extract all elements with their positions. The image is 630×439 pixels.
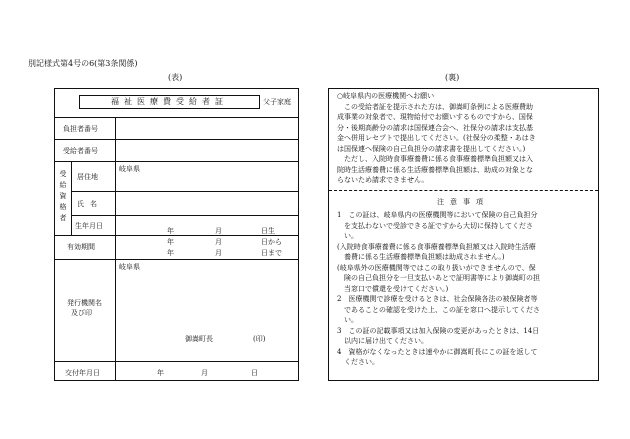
valid-to-day: 日まで	[261, 249, 282, 257]
note-line: 険の自己負担分を一旦支払いあとで証明書等により御嵩町の担	[337, 274, 540, 282]
title-note: 父子家庭	[263, 98, 291, 106]
issuer-label-1: 発行機関名	[67, 299, 102, 307]
note-line: 1 この証は、岐阜県内の医療機関等において保険の自己負担分	[337, 211, 538, 219]
request-line: らないため請求できません。	[337, 176, 429, 184]
valid-to-year: 年	[167, 249, 174, 257]
back-notes	[328, 88, 599, 381]
request-line: 院時生活療養費に係る生活療養標準負担額は、助成の対象とな	[337, 165, 533, 174]
burden-number-label: 負担者番号	[63, 125, 98, 133]
request-line: ただし、入院時食事療養費に係る食事療養標準負担額又は入	[337, 155, 533, 163]
front-form	[54, 88, 299, 381]
address-label: 居住地	[77, 173, 98, 181]
name-label: 氏名	[77, 200, 103, 208]
issue-date-label: 交付年月日	[65, 369, 100, 377]
certificate-title: 福祉医療費受給者証	[79, 95, 260, 109]
issuer-prefecture: 岐阜県	[119, 263, 140, 271]
form-number-label: 別記様式第4号の6(第3条関係)	[28, 59, 138, 68]
note-line: い。	[337, 316, 358, 324]
notes-title: 注意事項	[437, 198, 489, 206]
note-line: 当窓口で償還を受けてください。)	[337, 284, 449, 293]
issue-day: 日	[251, 369, 258, 377]
birth-date-label: 生年月日	[75, 222, 103, 230]
recipient-number-label: 受給者番号	[63, 147, 98, 155]
valid-from-day: 日から	[261, 238, 282, 246]
birth-year: 年	[167, 227, 174, 235]
note-line: ください。	[337, 358, 379, 366]
valid-from-year: 年	[167, 238, 174, 246]
note-line: 養費に係る生活療養標準負担額は助成されません。)	[337, 253, 505, 261]
valid-period-label: 有効期間	[67, 243, 95, 251]
note-line: を支払わないで受診できる証ですから大切に保持してくださ	[337, 221, 533, 230]
issue-year: 年	[157, 369, 164, 377]
note-line: 4 資格がなくなったときは速やかに御嵩町長にこの証を返して	[337, 347, 538, 356]
issuer-seal: (印)	[253, 335, 266, 343]
request-line: 成事業の対象者で、現物給付でお願いするものですから、国保	[337, 113, 533, 121]
valid-to-month: 月	[215, 249, 222, 257]
issuer-name: 御嵩町長	[185, 335, 213, 343]
birth-month: 月	[215, 227, 222, 235]
note-line: 3 この証の記載事項又は加入保険の変更があったときは、14日	[337, 326, 540, 335]
note-line: (岐阜県外の医療機関等ではこの取り扱いができませんので、保	[337, 263, 536, 272]
back-side-label: (裏)	[445, 73, 460, 82]
valid-from-month: 月	[215, 238, 222, 246]
note-line: であることの確認を受けた上、この証を窓口へ提示してくださ	[337, 305, 540, 314]
medical-institution-request	[337, 91, 536, 186]
birth-day: 日生	[261, 227, 275, 235]
front-side-label: (表)	[168, 73, 183, 82]
note-line: 以内に届け出てください。	[337, 337, 428, 345]
issue-month: 月	[201, 369, 208, 377]
note-line: い。	[337, 232, 358, 240]
note-line: 2 医療機関で診療を受けるときは、社会保険各法の被保険者等	[337, 295, 538, 303]
request-line: 金へ併用レセプトで提出してください。(社保分の柔整・あはき	[337, 134, 536, 142]
qualification-label: 受給資格者	[59, 170, 67, 222]
issuer-label-2: 及び印	[71, 309, 92, 317]
address-value: 岐阜県	[119, 165, 140, 173]
request-line: 分・後期高齢分の請求は国保連合会へ、社保分の請求は支払基	[337, 123, 533, 132]
request-line: ○岐阜県内の医療機関へお願い	[337, 92, 435, 100]
request-line: この受給者証を提示された方は、御嵩町条例による医療費助	[337, 102, 533, 111]
notes-list	[337, 210, 540, 368]
request-line: は国保連へ保険の自己負担分の請求書を提出してください。)	[337, 144, 526, 153]
note-line: (入院時食事療養費に係る食事療養標準負担額又は入院時生活療	[337, 242, 536, 251]
